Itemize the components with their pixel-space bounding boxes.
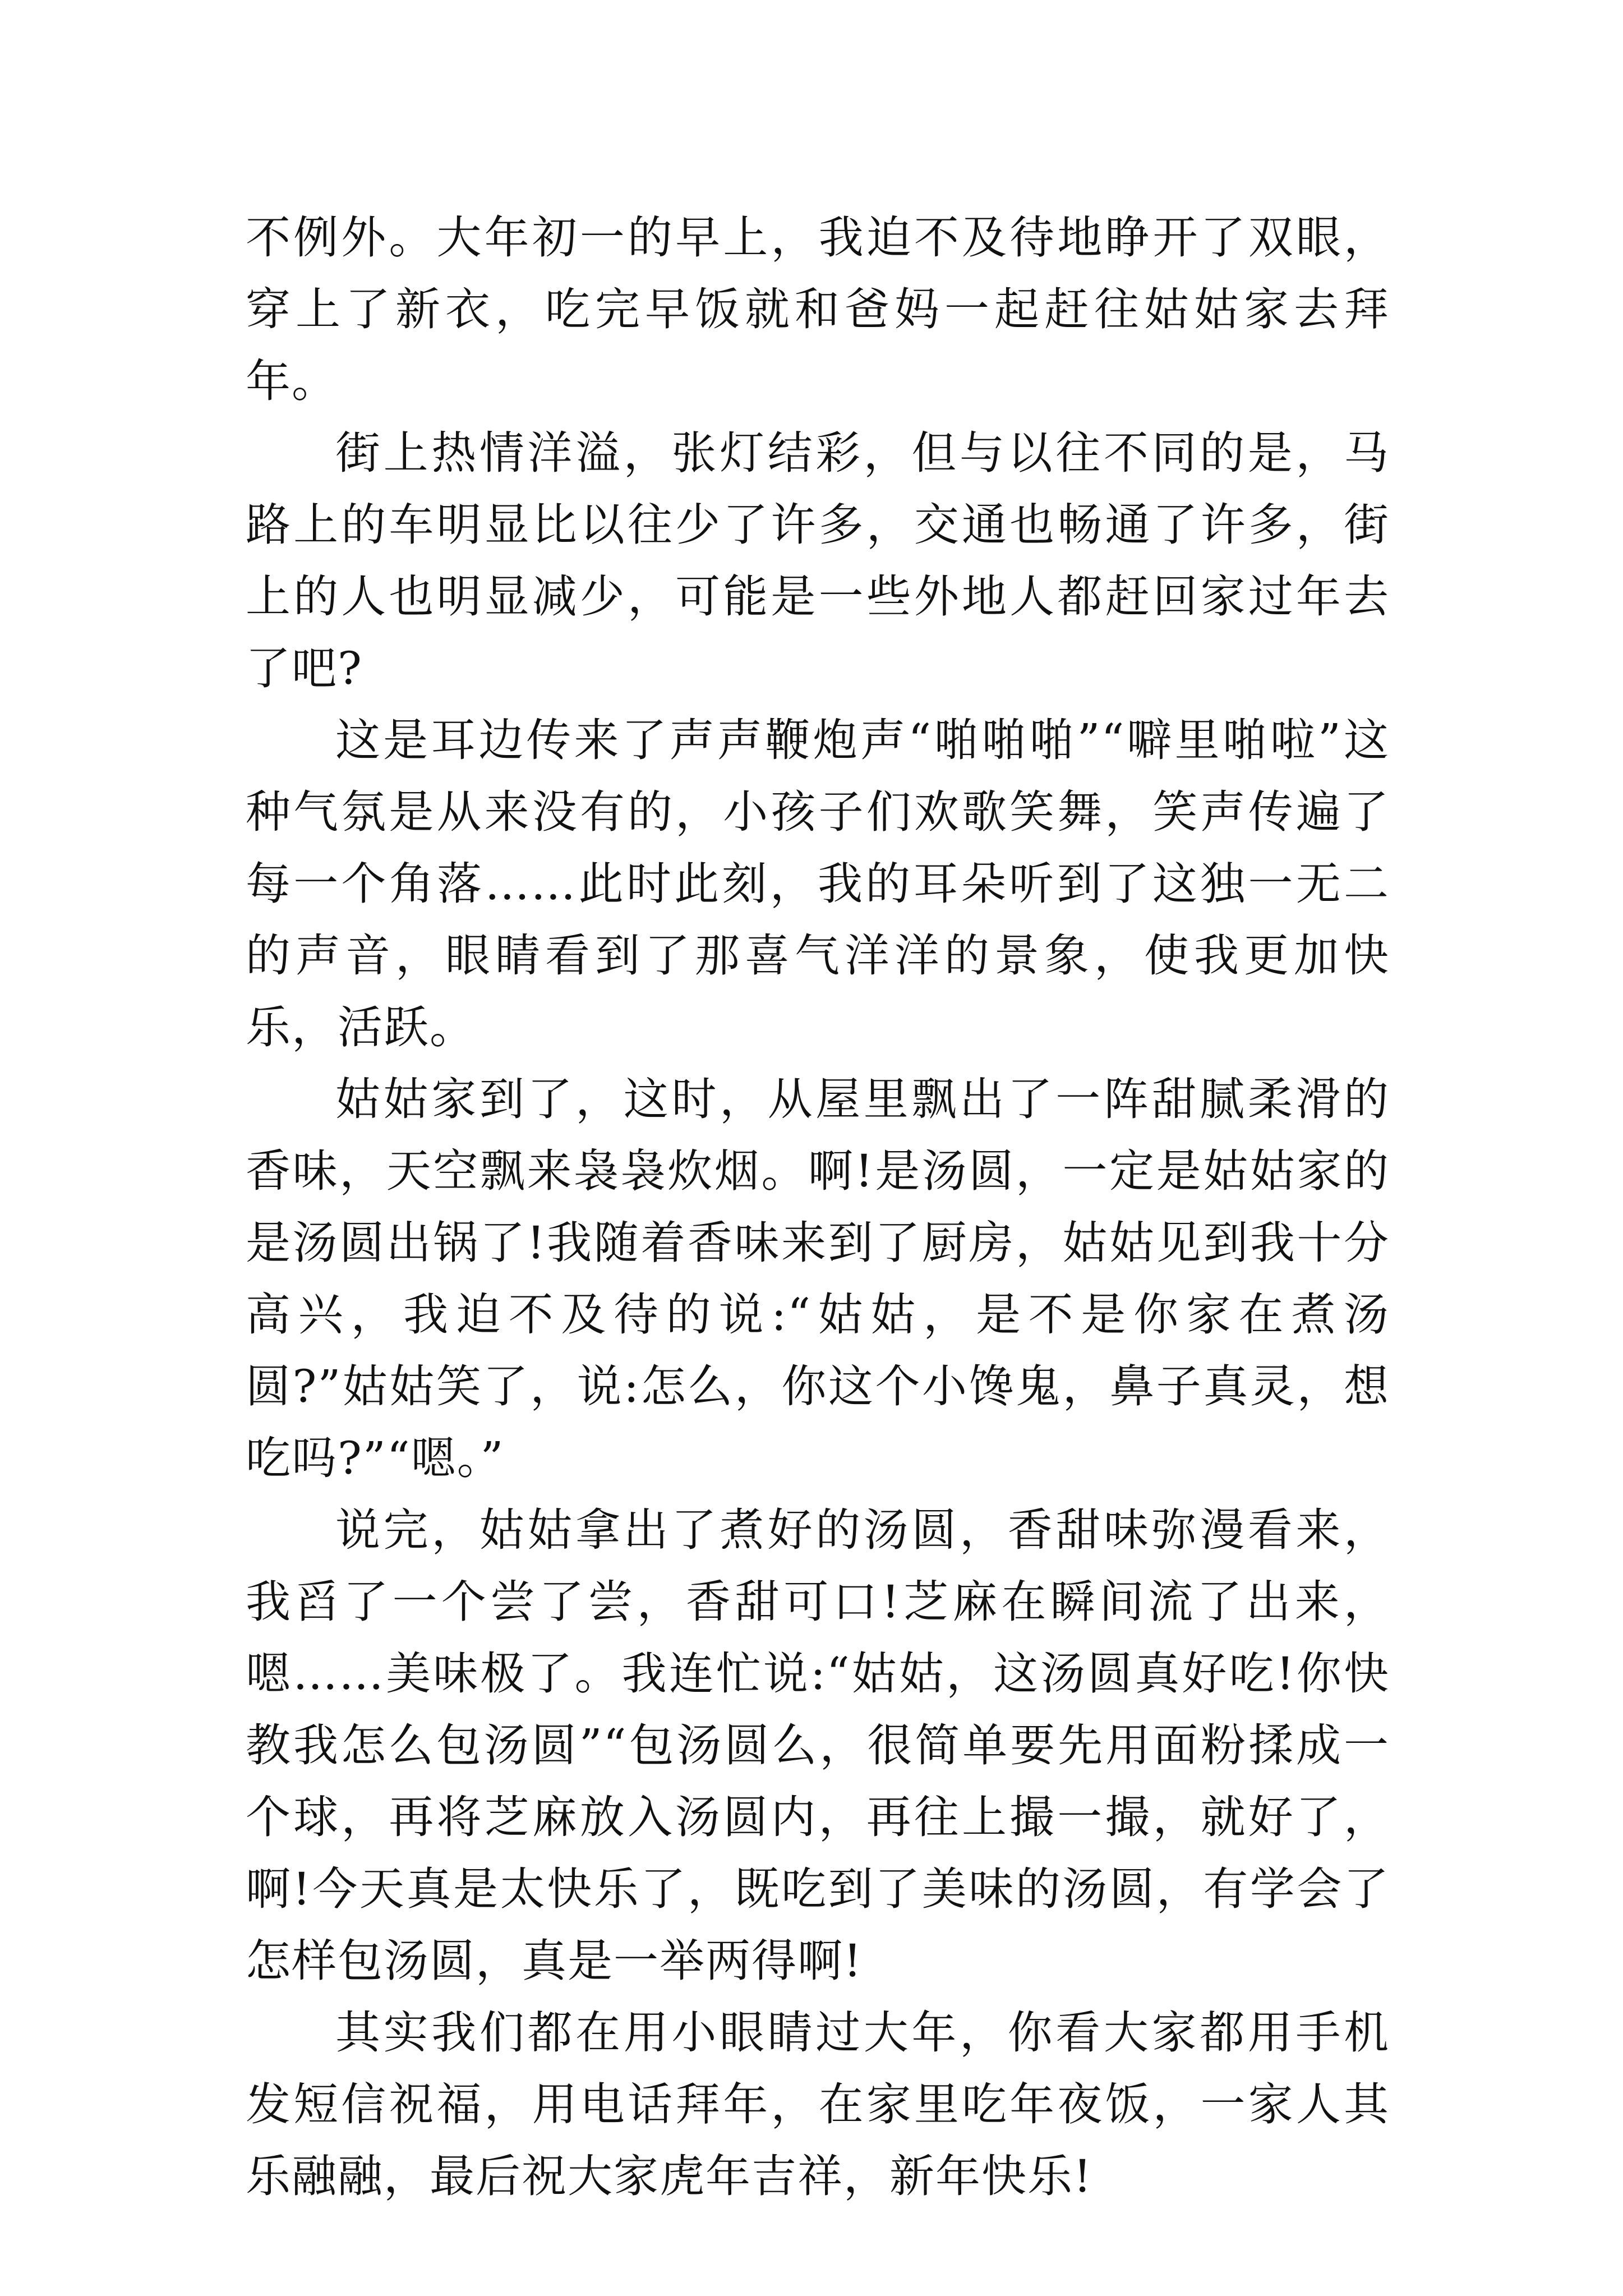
paragraph-2: 街上热情洋溢，张灯结彩，但与以往不同的是，马路上的车明显比以往少了许多，交通也畅通了许多，街上的人也明显减少，可能是一些外地人都赶回家过年去了吧? [246,427,1390,694]
paragraph-6: 其实我们都在用小眼睛过大年，你看大家都用手机发短信祝福，用电话拜年，在家里吃年夜饭，一家人其乐融融，最后祝大家虎年吉祥，新年快乐! [246,2007,1390,2202]
document-body [246,202,1390,2212]
paragraph-4: 姑姑家到了，这时，从屋里飘出了一阵甜腻柔滑的香味，天空飘来袅袅炊烟。啊!是汤圆，一定是姑姑家的是汤圆出锅了!我随着香味来到了厨房，姑姑见到我十分高兴，我迫不及待的说:“姑姑，是不是你家在煮汤圆?”姑姑笑了，说:怎么，你这个小馋鬼，鼻子真灵，想吃吗?”“嗯。” [246,1073,1390,1484]
paragraph-1: 不例外。大年初一的早上，我迫不及待地睁开了双眼，穿上了新衣，吃完早饭就和爸妈一起赶往姑姑家去拜年。 [246,211,1390,407]
paragraph-5: 说完，姑姑拿出了煮好的汤圆，香甜味弥漫看来，我舀了一个尝了尝，香甜可口!芝麻在瞬间流了出来，嗯……美味极了。我连忙说:“姑姑，这汤圆真好吃!你快教我怎么包汤圆”“包汤圆么，很简单要先用面粉揉成一个球，再将芝麻放入汤圆内，再往上撮一撮，就好了，啊!今天真是太快乐了，既吃到了美味的汤圆，有学会了怎样包汤圆，真是一举两得啊! [246,1504,1390,1987]
paragraph-3: 这是耳边传来了声声鞭炮声“啪啪啪”“噼里啪啦”这种气氛是从来没有的，小孩子们欢歌笑舞，笑声传遍了每一个角落……此时此刻，我的耳朵听到了这独一无二的声音，眼睛看到了那喜气洋洋的景象，使我更加快乐，活跃。 [246,714,1390,1053]
